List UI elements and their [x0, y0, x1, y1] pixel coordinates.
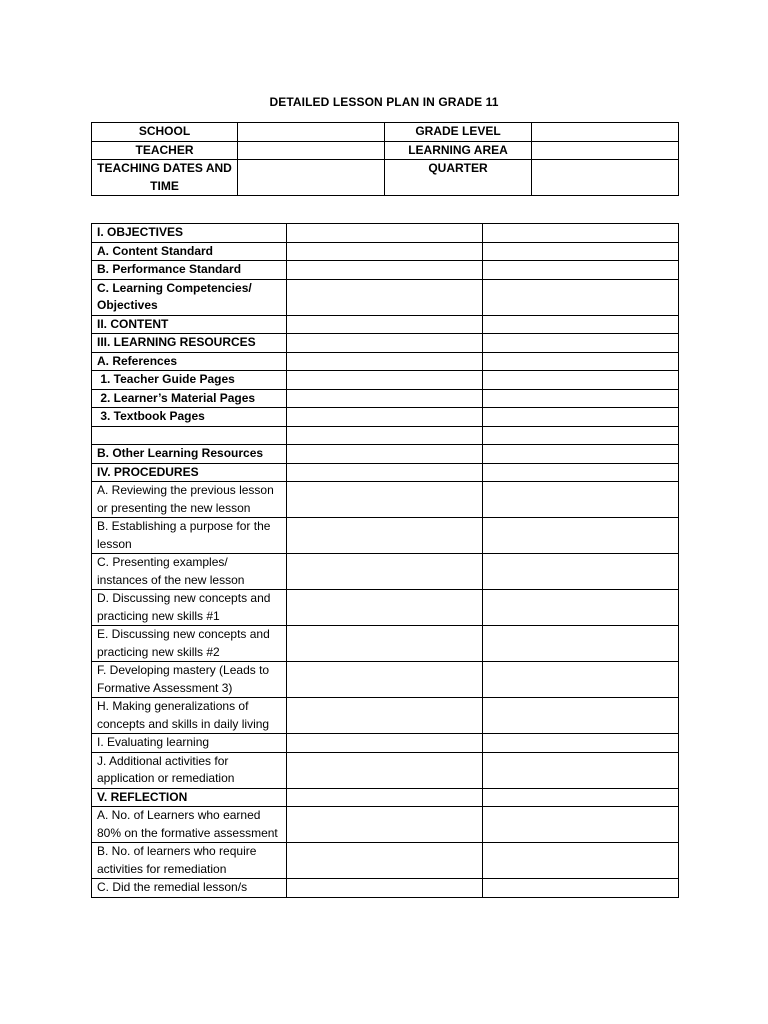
row-entry-cell[interactable]	[287, 315, 483, 334]
row-label: I. Evaluating learning	[92, 734, 287, 753]
row-label: B. Performance Standard	[92, 261, 287, 280]
row-entry-cell[interactable]	[287, 261, 483, 280]
page-title: DETAILED LESSON PLAN IN GRADE 11	[269, 95, 499, 109]
row-entry-cell[interactable]	[483, 807, 679, 843]
table-row	[92, 843, 679, 879]
table-row	[92, 807, 679, 843]
header-right-label: QUARTER	[385, 160, 532, 196]
table-row	[92, 261, 679, 280]
row-entry-cell[interactable]	[483, 752, 679, 788]
row-entry-cell[interactable]	[483, 389, 679, 408]
row-label: V. REFLECTION	[92, 788, 287, 807]
table-row	[92, 879, 679, 898]
row-entry-cell[interactable]	[287, 334, 483, 353]
row-entry-cell[interactable]	[287, 242, 483, 261]
row-entry-cell[interactable]	[287, 389, 483, 408]
row-entry-cell[interactable]	[287, 426, 483, 445]
header-row	[92, 141, 679, 160]
row-label: I. OBJECTIVES	[92, 224, 287, 243]
table-row	[92, 315, 679, 334]
row-entry-cell[interactable]	[483, 445, 679, 464]
row-label: C. Learning Competencies/ Objectives	[92, 279, 287, 315]
header-right-value[interactable]	[532, 160, 679, 196]
row-entry-cell[interactable]	[483, 734, 679, 753]
table-row	[92, 224, 679, 243]
table-row	[92, 662, 679, 698]
row-label: B. No. of learners who require activities for remediation	[92, 843, 287, 879]
table-row	[92, 518, 679, 554]
header-table	[91, 122, 679, 196]
table-row	[92, 334, 679, 353]
row-entry-cell[interactable]	[287, 752, 483, 788]
row-label: B. Establishing a purpose for the lesson	[92, 518, 287, 554]
table-row	[92, 463, 679, 482]
table-row	[92, 352, 679, 371]
header-left-label: SCHOOL	[92, 123, 238, 142]
table-row	[92, 752, 679, 788]
row-entry-cell[interactable]	[287, 224, 483, 243]
table-row	[92, 554, 679, 590]
table-row	[92, 445, 679, 464]
table-row	[92, 788, 679, 807]
row-entry-cell[interactable]	[287, 408, 483, 427]
table-row	[92, 426, 679, 445]
row-entry-cell[interactable]	[483, 371, 679, 390]
row-label: H. Making generalizations of concepts and skills in daily living	[92, 698, 287, 734]
row-label: II. CONTENT	[92, 315, 287, 334]
row-entry-cell[interactable]	[287, 371, 483, 390]
row-label: A. Content Standard	[92, 242, 287, 261]
row-entry-cell[interactable]	[287, 279, 483, 315]
row-entry-cell[interactable]	[287, 590, 483, 626]
table-row	[92, 482, 679, 518]
row-entry-cell[interactable]	[287, 788, 483, 807]
row-entry-cell[interactable]	[287, 843, 483, 879]
row-entry-cell[interactable]	[483, 518, 679, 554]
row-label: A. Reviewing the previous lesson or presenting the new lesson	[92, 482, 287, 518]
row-label: C. Presenting examples/ instances of the new lesson	[92, 554, 287, 590]
row-entry-cell[interactable]	[483, 843, 679, 879]
row-label: A. No. of Learners who earned 80% on the formative assessment	[92, 807, 287, 843]
header-row	[92, 160, 679, 196]
row-entry-cell[interactable]	[287, 352, 483, 371]
row-label	[92, 426, 287, 445]
row-entry-cell[interactable]	[483, 626, 679, 662]
table-row	[92, 371, 679, 390]
row-entry-cell[interactable]	[483, 334, 679, 353]
row-label: F. Developing mastery (Leads to Formative Assessment 3)	[92, 662, 287, 698]
row-label: 3. Textbook Pages	[92, 408, 287, 427]
row-entry-cell[interactable]	[287, 879, 483, 898]
row-entry-cell[interactable]	[287, 698, 483, 734]
row-entry-cell[interactable]	[483, 879, 679, 898]
header-right-label: GRADE LEVEL	[385, 123, 532, 142]
row-entry-cell[interactable]	[483, 408, 679, 427]
row-entry-cell[interactable]	[483, 698, 679, 734]
row-entry-cell[interactable]	[483, 352, 679, 371]
row-label: 1. Teacher Guide Pages	[92, 371, 287, 390]
row-entry-cell[interactable]	[483, 224, 679, 243]
table-row	[92, 279, 679, 315]
row-entry-cell[interactable]	[483, 261, 679, 280]
row-entry-cell[interactable]	[287, 482, 483, 518]
row-label: B. Other Learning Resources	[92, 445, 287, 464]
row-entry-cell[interactable]	[287, 518, 483, 554]
header-left-value[interactable]	[238, 160, 385, 196]
row-label: J. Additional activities for application or remediation	[92, 752, 287, 788]
row-entry-cell[interactable]	[483, 242, 679, 261]
header-left-label: TEACHING DATES AND TIME	[92, 160, 238, 196]
table-row	[92, 408, 679, 427]
table-row	[92, 590, 679, 626]
lesson-plan-table	[91, 223, 679, 898]
row-entry-cell[interactable]	[483, 788, 679, 807]
table-row	[92, 389, 679, 408]
table-row	[92, 734, 679, 753]
row-label: IV. PROCEDURES	[92, 463, 287, 482]
row-entry-cell[interactable]	[483, 463, 679, 482]
row-entry-cell[interactable]	[483, 426, 679, 445]
row-entry-cell[interactable]	[483, 482, 679, 518]
header-left-label: TEACHER	[92, 141, 238, 160]
row-entry-cell[interactable]	[287, 662, 483, 698]
header-row	[92, 123, 679, 142]
row-entry-cell[interactable]	[287, 463, 483, 482]
header-right-label: LEARNING AREA	[385, 141, 532, 160]
row-entry-cell[interactable]	[287, 807, 483, 843]
header-left-value[interactable]	[238, 123, 385, 142]
row-entry-cell[interactable]	[483, 554, 679, 590]
row-entry-cell[interactable]	[287, 626, 483, 662]
row-label: D. Discussing new concepts and practicing new skills #1	[92, 590, 287, 626]
header-left-value[interactable]	[238, 141, 385, 160]
row-entry-cell[interactable]	[287, 445, 483, 464]
row-entry-cell[interactable]	[483, 662, 679, 698]
header-right-value[interactable]	[532, 141, 679, 160]
row-entry-cell[interactable]	[483, 315, 679, 334]
row-label: III. LEARNING RESOURCES	[92, 334, 287, 353]
table-row	[92, 698, 679, 734]
row-entry-cell[interactable]	[287, 734, 483, 753]
row-label: E. Discussing new concepts and practicing new skills #2	[92, 626, 287, 662]
table-row	[92, 626, 679, 662]
row-entry-cell[interactable]	[287, 554, 483, 590]
header-right-value[interactable]	[532, 123, 679, 142]
row-label: 2. Learner’s Material Pages	[92, 389, 287, 408]
row-label: C. Did the remedial lesson/s	[92, 879, 287, 898]
table-row	[92, 242, 679, 261]
row-label: A. References	[92, 352, 287, 371]
row-entry-cell[interactable]	[483, 590, 679, 626]
row-entry-cell[interactable]	[483, 279, 679, 315]
